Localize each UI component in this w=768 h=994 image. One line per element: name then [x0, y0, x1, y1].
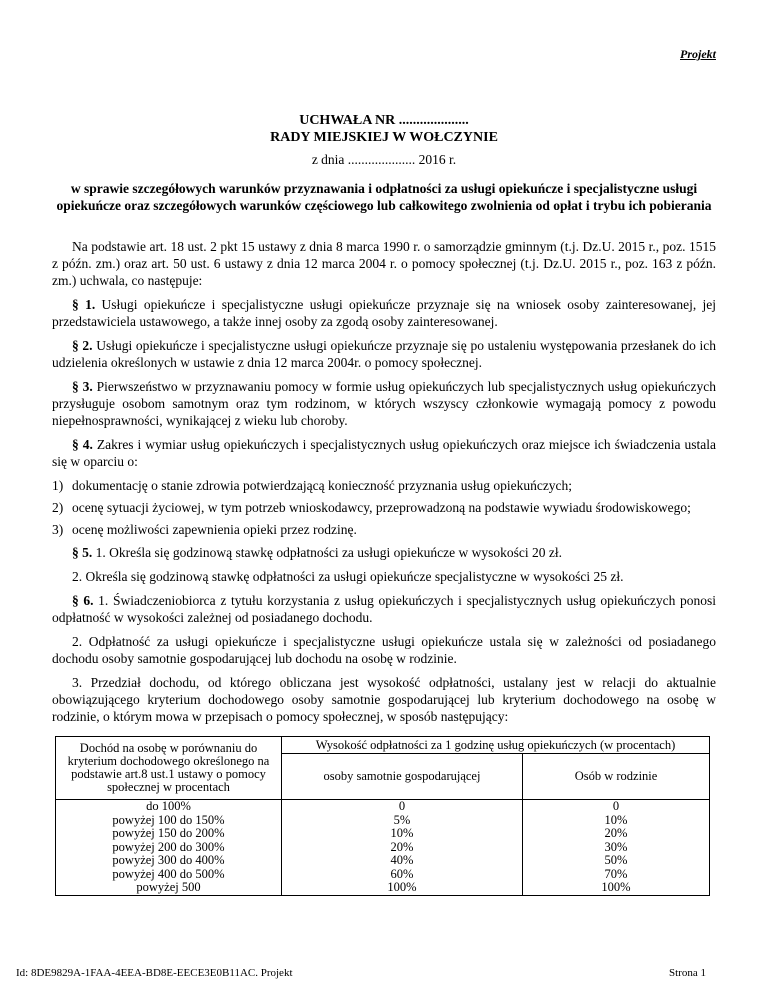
- table-cell-range: powyżej 400 do 500%: [56, 868, 282, 882]
- section-3-text: Pierwszeństwo w przyznawaniu pomocy w formie usług opiekuńczych lub specjalistycznych usług opiekuńczych przysługuje osobom samotnym oraz tym rodzinom, w których wszyscy członkowie wymagają pomocy z powodu niepełnosprawności, wynikającej z wieku lub choroby.: [52, 379, 716, 428]
- table-cell-single: 0: [282, 800, 523, 814]
- table-cell-single: 10%: [282, 827, 523, 841]
- table-cell-family: 0: [523, 800, 710, 814]
- single-person-header: osoby samotnie gospodarującej: [282, 754, 523, 800]
- list-item-number: 2): [52, 500, 64, 515]
- fee-table: [55, 736, 710, 896]
- table-cell-family: 10%: [523, 814, 710, 828]
- table-cell-family: 20%: [523, 827, 710, 841]
- section-6-label: § 6.: [72, 593, 94, 608]
- table-row: [56, 841, 710, 855]
- document-title: [52, 112, 716, 146]
- table-header-row: [56, 737, 710, 754]
- table-row: [56, 827, 710, 841]
- fee-column-header: Wysokość odpłatności za 1 godzinę usług opiekuńczych (w procentach): [282, 737, 710, 754]
- section-5-label: § 5.: [72, 545, 93, 560]
- list-item-number: 3): [52, 522, 64, 537]
- income-column-header: Dochód na osobę w porównaniu do kryterium dochodowego określonego na podstawie art.8 ust.1 ustawy o pomocy społecznej w procentach: [56, 737, 282, 800]
- table-row: [56, 800, 710, 814]
- title-line-2: RADY MIEJSKIEJ W WOŁCZYNIE: [270, 130, 498, 145]
- table-cell-single: 60%: [282, 868, 523, 882]
- table-row: [56, 881, 710, 895]
- section-4: [52, 436, 716, 470]
- table-cell-single: 40%: [282, 854, 523, 868]
- section-6-point-3: 3. Przedział dochodu, od którego obliczana jest wysokość odpłatności, ustalany jest w relacji do aktualnie obowiązującego kryterium dochodowego osoby samotnie gospodarującej lub kryterium dochodowego na osobę w rodzinie, o którym mowa w przepisach o pomocy społecznej, w sposób następujący:: [52, 675, 716, 724]
- page-number: Strona 1: [669, 967, 706, 979]
- section-5-point-2: 2. Określa się godzinową stawkę odpłatności za usługi opiekuńcze specjalistyczne w wysokości 25 zł.: [72, 569, 624, 584]
- table-cell-single: 5%: [282, 814, 523, 828]
- table-cell-range: powyżej 200 do 300%: [56, 841, 282, 855]
- section-4-list: [52, 477, 716, 538]
- table-cell-single: 100%: [282, 881, 523, 895]
- intro-paragraph: Na podstawie art. 18 ust. 2 pkt 15 ustawy z dnia 8 marca 1990 r. o samorządzie gminnym (t.j. Dz.U. 2015 r., poz. 1515 z późn. zm.) oraz art. 50 ust. 6 ustawy z dnia 12 marca 2004 r. o pomocy społecznej (t.j. Dz.U. 2015 r., poz. 163 z późn. zm.) uchwala, co następuje:: [52, 239, 716, 288]
- projekt-label: Projekt: [680, 47, 716, 61]
- title-line-1: UCHWAŁA NR ....................: [299, 113, 469, 128]
- section-1: [52, 296, 716, 330]
- list-item: [52, 521, 716, 538]
- family-header: Osób w rodzinie: [523, 754, 710, 800]
- section-2: [52, 337, 716, 371]
- section-5: [52, 544, 716, 561]
- table-cell-range: powyżej 100 do 150%: [56, 814, 282, 828]
- section-6-text: 1. Świadczeniobiorca z tytułu korzystania z usług opiekuńczych i specjalistycznych usług opiekuńczych ponosi odpłatność w wysokości zależnej od posiadanego dochodu.: [52, 593, 716, 625]
- section-5-text: 1. Określa się godzinową stawkę odpłatności za usługi opiekuńcze w wysokości 20 zł.: [92, 545, 563, 560]
- section-3-label: § 3.: [72, 379, 93, 394]
- table-row: [56, 868, 710, 882]
- list-item-number: 1): [52, 478, 64, 493]
- document-date: z dnia .................... 2016 r.: [311, 152, 457, 167]
- list-item: [52, 477, 716, 494]
- list-item-text: ocenę możliwości zapewnienia opieki przez rodzinę.: [72, 522, 357, 537]
- section-1-text: Usługi opiekuńcze i specjalistyczne usługi opiekuńcze przyznaje się na wniosek osoby zainteresowanej, jej przedstawiciela ustawowego, a także innej osoby za zgodą osoby zainteresowanej.: [52, 297, 717, 329]
- table-cell-family: 100%: [523, 881, 710, 895]
- table-cell-family: 30%: [523, 841, 710, 855]
- table-cell-range: powyżej 500: [56, 881, 282, 895]
- document-id-footer: Id: 8DE9829A-1FAA-4EEA-BD8E-EECE3E0B11AC. Projekt: [16, 967, 293, 979]
- table-cell-range: do 100%: [56, 800, 282, 814]
- document-subject: w sprawie szczegółowych warunków przyznawania i odpłatności za usługi opiekuńcze i specjalistyczne usługi opiekuńcze oraz szczegółowych warunków częściowego lub całkowitego zwolnienia od opłat i trybu ich pobierania: [56, 181, 712, 213]
- section-6-point-2: 2. Odpłatność za usługi opiekuńcze i specjalistyczne usługi opiekuńcze ustala się w zależności od posiadanego dochodu osoby samotnie gospodarującej lub dochodu na osobę w rodzinie.: [52, 634, 716, 666]
- section-1-label: § 1.: [72, 297, 96, 312]
- document-body: [52, 238, 716, 732]
- table-cell-family: 50%: [523, 854, 710, 868]
- table-cell-range: powyżej 300 do 400%: [56, 854, 282, 868]
- section-2-text: Usługi opiekuńcze i specjalistyczne usługi opiekuńcze przyznaje się po ustaleniu występowania przesłanek do ich udzielenia określonych w ustawie z dnia 12 marca 2004r. o pomocy społecznej.: [52, 338, 716, 370]
- section-3: [52, 378, 716, 429]
- list-item-text: dokumentację o stanie zdrowia potwierdzającą konieczność przyznania usług opiekuńczych;: [72, 478, 573, 493]
- table-row: [56, 814, 710, 828]
- table-row: [56, 854, 710, 868]
- section-4-label: § 4.: [72, 437, 93, 452]
- table-cell-range: powyżej 150 do 200%: [56, 827, 282, 841]
- table-cell-family: 70%: [523, 868, 710, 882]
- section-4-text: Zakres i wymiar usług opiekuńczych i specjalistycznych usług opiekuńczych oraz miejsce ich świadczenia ustala się w oparciu o:: [52, 437, 716, 469]
- list-item: [52, 499, 716, 516]
- section-6: [52, 592, 716, 626]
- list-item-text: ocenę sytuacji życiowej, w tym potrzeb wnioskodawcy, przeprowadzoną na podstawie wywiadu środowiskowego;: [72, 500, 691, 515]
- table-cell-single: 20%: [282, 841, 523, 855]
- section-2-label: § 2.: [72, 338, 93, 353]
